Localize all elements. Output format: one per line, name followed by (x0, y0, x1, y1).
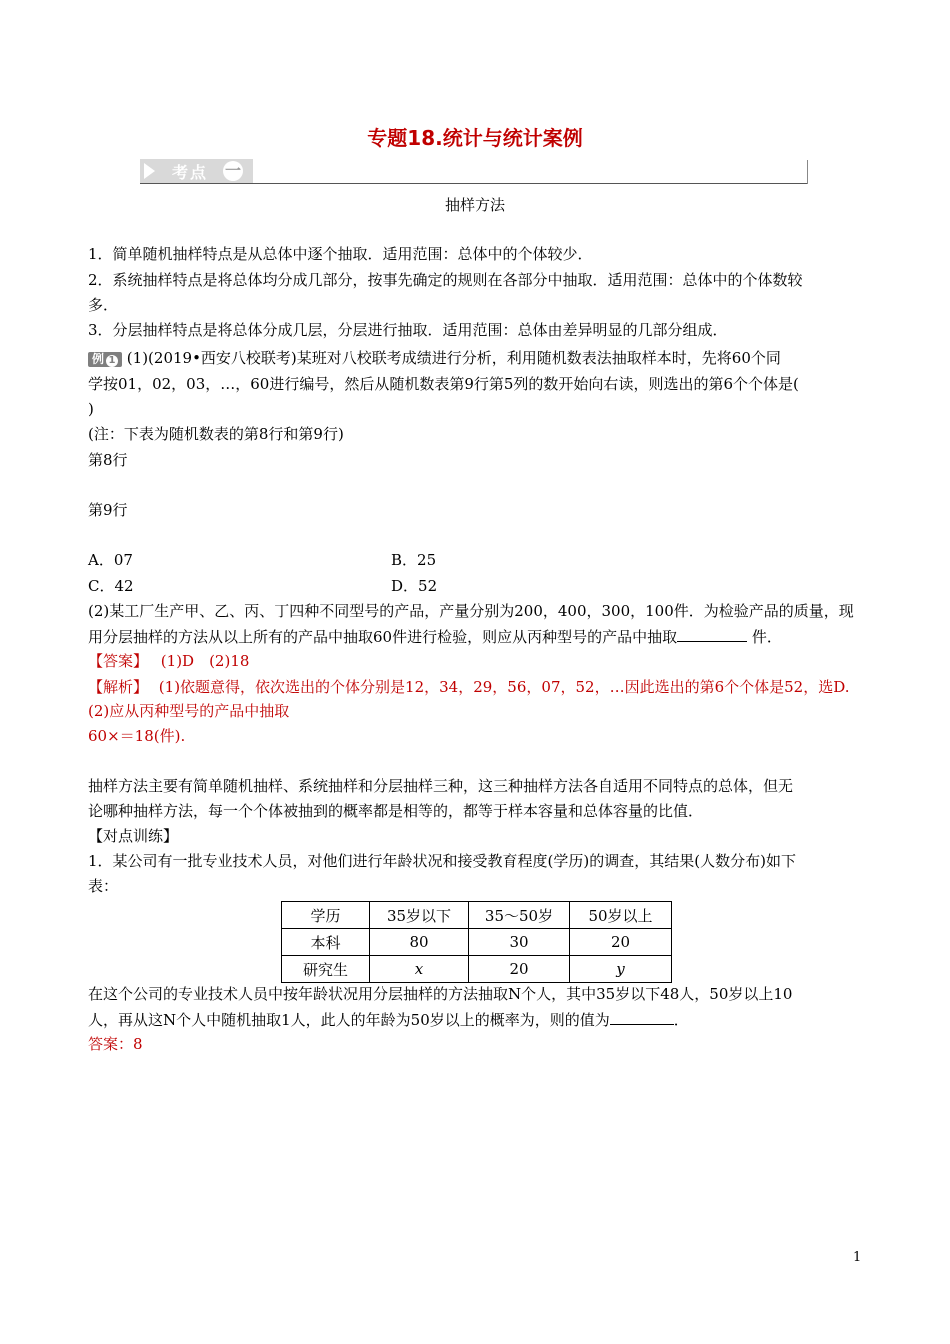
summary-line-1: 抽样方法主要有简单随机抽样、系统抽样和分层抽样三种，这三种抽样方法各自适用不同特点的总体，但无 (88, 777, 794, 795)
example-text-1: (1)(2019•西安八校联考)某班对八校联考成绩进行分析，利用随机数表法抽取样本时，先将60个同 (126, 349, 781, 367)
option-a: A．07 (88, 551, 133, 569)
summary-line-2: 论哪种抽样方法，每一个个体被抽到的概率都是相等的，都等于样本容量和总体容量的比值． (88, 802, 704, 820)
analysis-line-2: (2)应从丙种型号的产品中抽取 (88, 702, 290, 720)
section-badge-label: 考点 (172, 163, 209, 182)
question-1-answer: 答案：8 (88, 1035, 143, 1053)
example-line-2: 学按01，02，03，…，60进行编号，然后从随机数表第9行第5列的数开始向右读，则选出的第6个个体是( (88, 375, 799, 393)
part2-line-1: (2)某工厂生产甲、乙、丙、丁四种不同型号的产品，产量分别为200，400，300，100件．为检验产品的质量，现 (88, 602, 854, 620)
page-number: 1 (853, 1250, 862, 1265)
question-1-after-2: 人，再从这N个人中随机抽取1人，此人的年龄为50岁以上的概率为，则的值为 ． (88, 1011, 689, 1029)
point-2: 2．系统抽样特点是将总体均分成几部分，按事先确定的规则在各部分中抽取．适用范围：总体中的个体数较 (88, 271, 803, 289)
table-cell: 研究生 (282, 956, 370, 983)
point-2-cont: 多． (88, 296, 119, 314)
answer-blank (610, 1010, 674, 1025)
analysis-line-3: 60×＝18(件). (88, 727, 186, 745)
point-1: 1．简单随机抽样特点是从总体中逐个抽取．适用范围：总体中的个体较少． (88, 245, 593, 263)
option-d: D．52 (391, 577, 438, 595)
training-label: 【对点训练】 (88, 827, 179, 845)
analysis-text-1: (1)依题意得，依次选出的个体分别是12，34，29，56，07，52，…因此选出的第6个个体是52，选D. (158, 678, 850, 696)
table-cell: 本科 (282, 929, 370, 956)
point-3: 3．分层抽样特点是将总体分成几层，分层进行抽取．适用范围：总体由差异明显的几部分组成． (88, 321, 728, 339)
example-tag: 例 1 (88, 352, 122, 367)
table-cell: 80 (370, 929, 469, 956)
question-1-line-2: 表： (88, 877, 119, 895)
table-cell: 20 (570, 929, 672, 956)
table-row (282, 956, 672, 983)
option-c: C．42 (88, 577, 134, 595)
analysis-label: 【解析】 (88, 678, 149, 696)
answer-label: 【答案】 (88, 652, 149, 670)
section-badge-number: 一 (224, 161, 241, 180)
table-cell: 30 (469, 929, 570, 956)
answer-line (88, 652, 249, 670)
table-cell: x (370, 956, 469, 983)
section-divider-end (807, 160, 808, 184)
education-age-table (281, 901, 672, 983)
table-header-cell: 50岁以上 (570, 902, 672, 929)
question-1-after-1: 在这个公司的专业技术人员中按年龄状况用分层抽样的方法抽取N个人，其中35岁以下48人，50岁以上10 (88, 985, 793, 1003)
analysis-line-1 (88, 678, 849, 696)
example-note: (注：下表为随机数表的第8行和第9行) (88, 425, 344, 443)
table-header-cell: 35岁以下 (370, 902, 469, 929)
random-table-row-9: 第9行 (88, 501, 128, 519)
option-b: B．25 (391, 551, 437, 569)
random-table-row-8: 第8行 (88, 451, 128, 469)
table-cell: y (570, 956, 672, 983)
table-header-cell: 35～50岁 (469, 902, 570, 929)
page-title: 专题18.统计与统计案例 (367, 126, 583, 150)
table-header-row (282, 902, 672, 929)
answer-blank (677, 627, 747, 642)
section-subtitle: 抽样方法 (444, 196, 505, 214)
question-1-line-1: 1．某公司有一批专业技术人员，对他们进行年龄状况和接受教育程度(学历)的调查，其结果(人数分布)如下 (88, 852, 796, 870)
table-row (282, 929, 672, 956)
table-cell: 20 (469, 956, 570, 983)
answer-text: (1)D (2)18 (160, 652, 250, 670)
table-header-cell: 学历 (282, 902, 370, 929)
section-divider (140, 183, 808, 184)
example-line-1 (88, 349, 781, 367)
section-badge (140, 159, 253, 183)
example-line-3: ) (88, 400, 94, 418)
play-arrow-icon (144, 163, 155, 179)
part2-line-2: 用分层抽样的方法从以上所有的产品中抽取60件进行检验，则应从丙种型号的产品中抽取 件． (88, 628, 782, 646)
